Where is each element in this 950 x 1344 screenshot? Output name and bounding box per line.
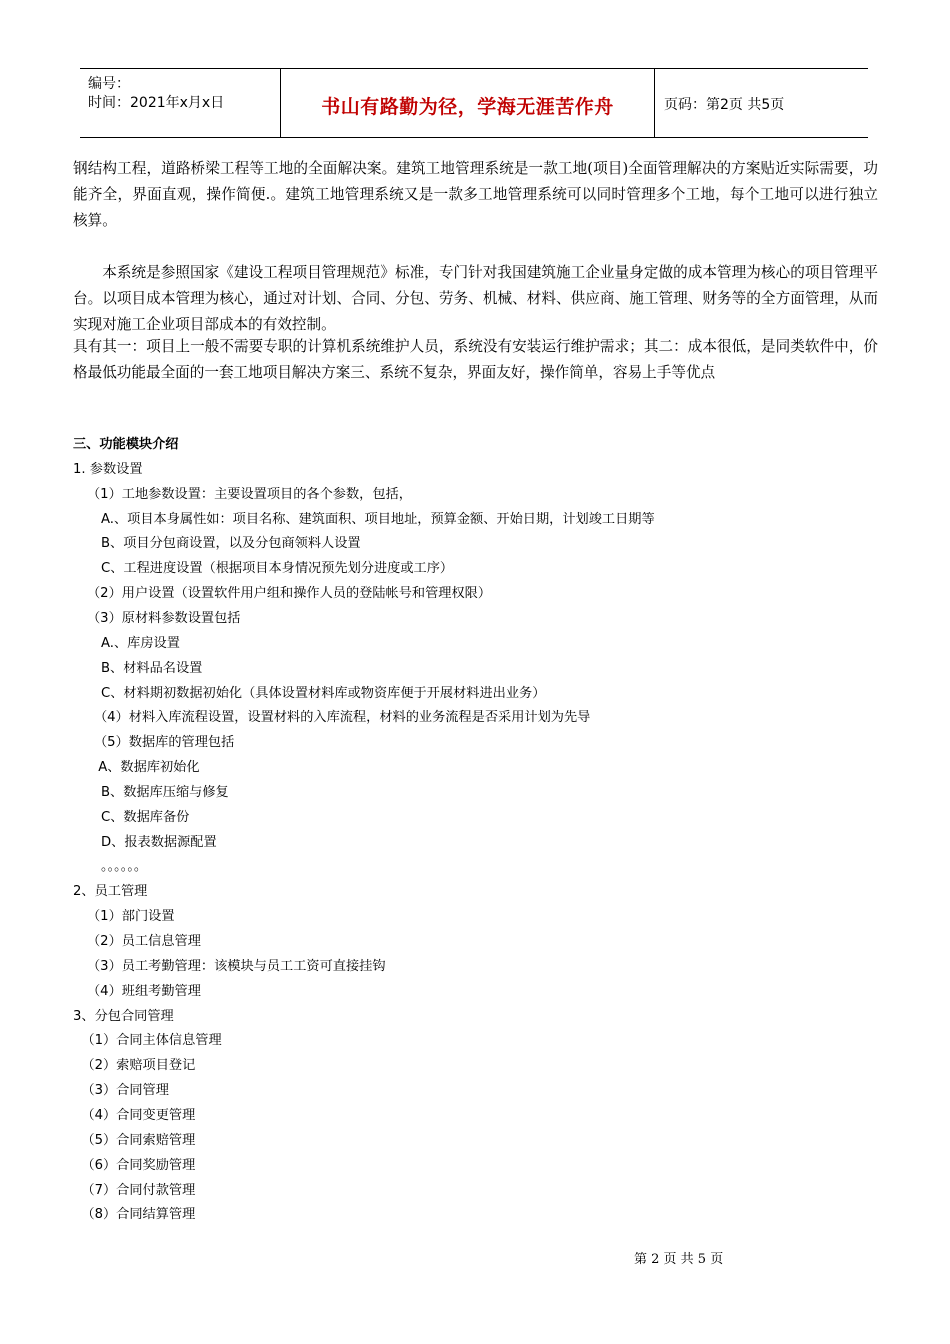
outline-item: （5）合同索赔管理 (81, 1132, 196, 1148)
outline-item: 3、分包合同管理 (73, 1008, 174, 1024)
outline-item: B、材料品名设置 (101, 660, 203, 676)
document-number-label: 编号： (88, 76, 130, 92)
outline-item: B、项目分包商设置，以及分包商领料人设置 (101, 536, 361, 552)
header-left-cell (80, 69, 280, 137)
outline-item: （4）合同变更管理 (81, 1107, 196, 1123)
outline-item: C、数据库备份 (101, 809, 190, 825)
document-time-label: 时间：2021年x月x日 (88, 95, 225, 111)
outline-item: （5）数据库的管理包括 (94, 735, 235, 751)
body-paragraph-2: 本系统是参照国家《建设工程项目管理规范》标准，专门针对我国建筑施工企业量身定做的成本管理为核心的项目管理平台。以项目成本管理为核心，通过对计划、合同、分包、劳务、机械、材料、供应商、施工管理、财务等的全方面管理，从而实现对施工企业项目部成本的有效控制。 (73, 264, 878, 333)
outline-item: （6）合同奖励管理 (81, 1157, 196, 1173)
outline-item: （1）合同主体信息管理 (81, 1033, 222, 1049)
outline-item: C、工程进度设置（根据项目本身情况预先划分进度或工序） (101, 561, 454, 577)
header-motto-cell (280, 69, 655, 137)
outline-item: （1）部门设置 (87, 909, 175, 925)
page-footer: 第 2 页 共 5 页 (634, 1252, 724, 1267)
outline-item: （2）用户设置（设置软件用户组和操作人员的登陆帐号和管理权限） (87, 586, 492, 602)
outline-item: （2）索赔项目登记 (81, 1058, 196, 1074)
outline-item: B、数据库压缩与修复 (101, 784, 229, 800)
outline-item: （7）合同付款管理 (81, 1182, 196, 1198)
outline-item: （3）员工考勤管理：该模块与员工工资可直接挂钩 (87, 958, 386, 974)
outline-item: D、报表数据源配置 (101, 834, 217, 850)
outline-item: （4）材料入库流程设置，设置材料的入库流程，材料的业务流程是否采用计划为先导 (94, 710, 591, 726)
outline-item: A.、项目本身属性如：项目名称、建筑面积、项目地址，预算金额、开始日期，计划竣工日期等 (101, 511, 655, 527)
outline-item: 1. 参数设置 (73, 461, 143, 477)
outline-item: （2）员工信息管理 (87, 934, 201, 949)
outline-item: （1）工地参数设置：主要设置项目的各个参数，包括， (87, 486, 412, 502)
body-paragraph-3: 具有其一：项目上一般不需要专职的计算机系统维护人员，系统没有安装运行维护需求；其二：成本很低，是同类软件中，价格最低功能最全面的一套工地项目解决方案三、系统不复杂，界面友好，操作简单，容易上手等优点 (73, 338, 878, 381)
outline-item: C、材料期初数据初始化（具体设置材料库或物资库便于开展材料进出业务） (101, 685, 546, 701)
outline-item: （3）原材料参数设置包括 (87, 610, 241, 626)
outline-item: （8）合同结算管理 (81, 1207, 196, 1223)
header-right-cell (654, 69, 868, 137)
outline-item: A.、库房设置 (101, 635, 180, 651)
outline-item: 。。。。。。 (101, 859, 148, 875)
section-heading: 三、功能模块介绍 (73, 437, 179, 452)
page-header (80, 68, 868, 138)
outline-item: （3）合同管理 (81, 1083, 169, 1099)
body-paragraph-1: 钢结构工程，道路桥梁工程等工地的全面解决案。建筑工地管理系统是一款工地(项目)全面管理解决的方案贴近实际需要，功能齐全，界面直观，操作简便.。建筑工地管理系统又是一款多工地管理系统可以同时管理多个工地，每个工地可以进行独立核算。 (73, 160, 878, 229)
outline-item: A、数据库初始化 (98, 760, 200, 776)
outline-item: （4）班组考勤管理 (87, 983, 201, 999)
outline-item: 2、员工管理 (73, 884, 148, 900)
header-motto: 书山有路勤为径，学海无涯苦作舟 (321, 96, 614, 118)
header-page-info: 页码：第2页 共5页 (664, 97, 785, 113)
